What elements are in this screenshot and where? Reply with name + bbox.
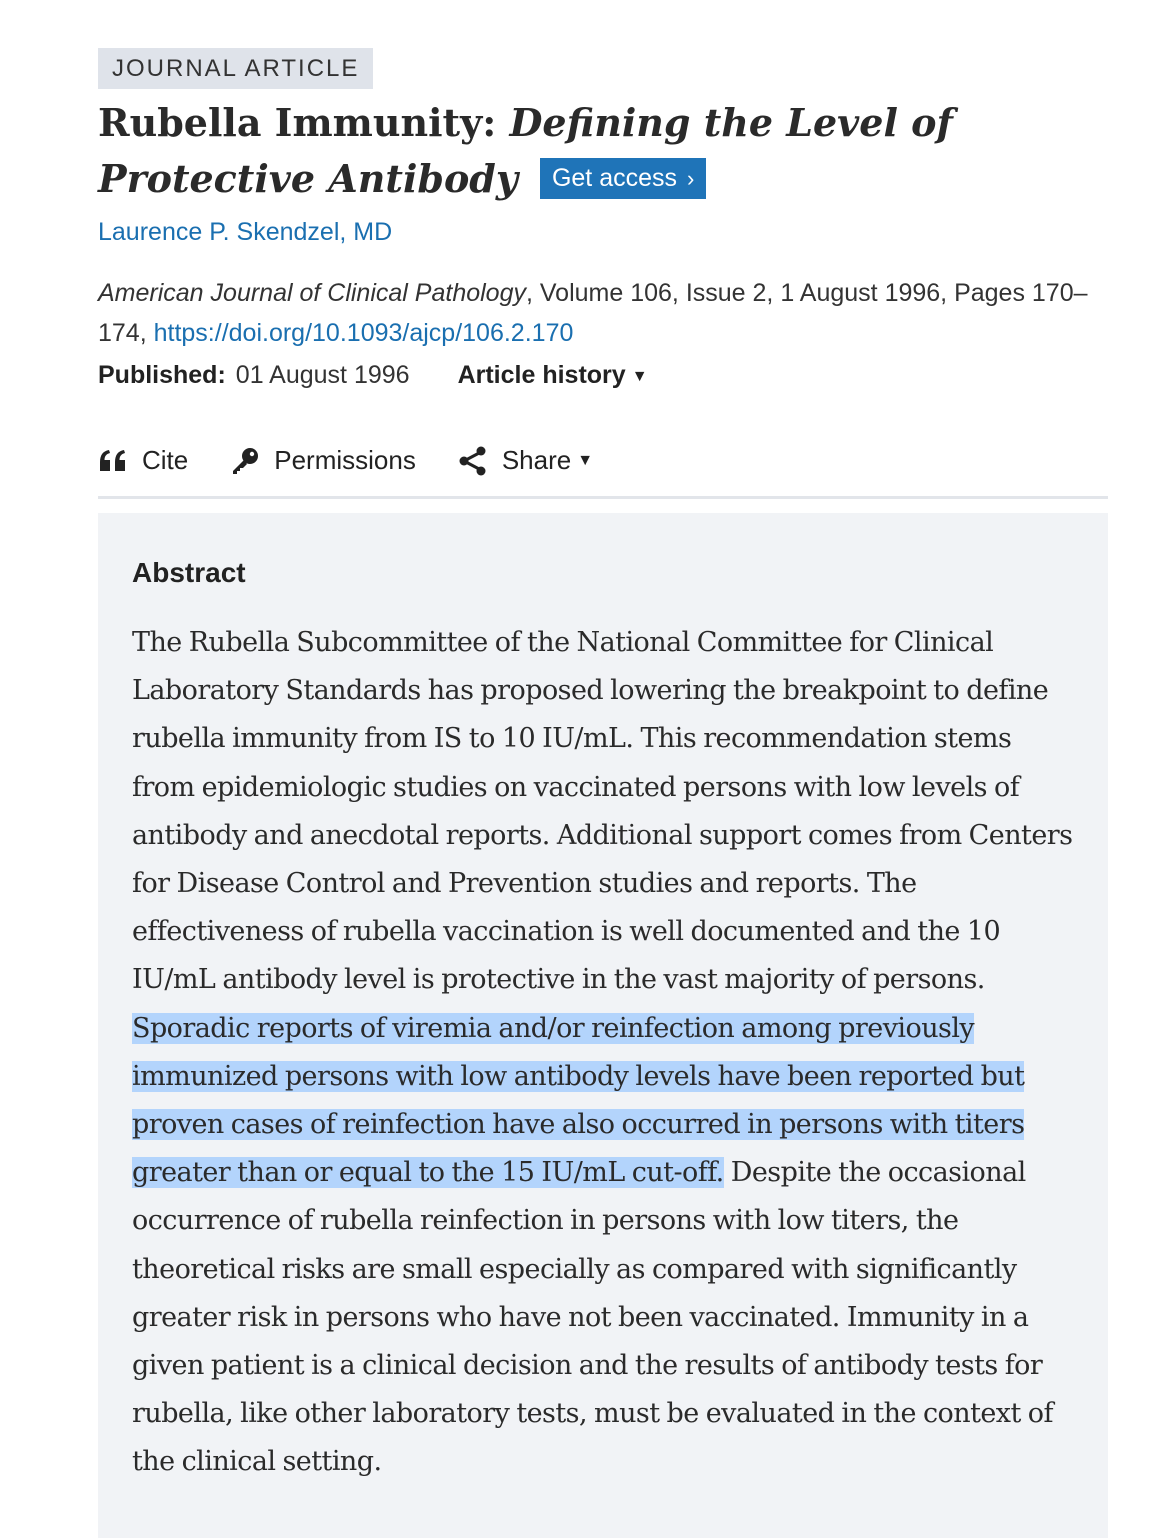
quote-icon [98, 449, 128, 473]
abstract-heading: Abstract [132, 557, 246, 588]
author-link[interactable]: Laurence P. Skendzel, MD [98, 218, 393, 246]
article-header [98, 48, 1108, 1538]
abstract-text[interactable] [132, 619, 1074, 1487]
abstract-text-after: Despite the occasional occurrence of rubella reinfection in persons with low titers, the theoretical risks are small especially as compared with significantly greater risk in persons who have not been vaccinated. Immunity in a given patient is a clinical decision and the results of antibody tests for rubella, like other laboratory tests, must be evaluated in the context of the clinical setting. [132, 1157, 1053, 1478]
published-date: 01 August 1996 [235, 361, 410, 389]
get-access-button[interactable] [540, 158, 706, 199]
cite-button[interactable] [98, 445, 188, 476]
article-title [98, 95, 1058, 207]
article-title-italic: Defining the Level of Protective Antibody [98, 100, 953, 201]
published-label: Published: [98, 361, 226, 389]
get-access-label: Get access [551, 164, 678, 192]
abstract-section [98, 513, 1108, 1538]
caret-down-icon: ▼ [631, 368, 648, 385]
doi-link[interactable]: https://doi.org/10.1093/ajcp/106.2.170 [153, 319, 574, 347]
share-button[interactable] [458, 445, 593, 476]
article-toolbar [98, 439, 1108, 499]
journal-name: American Journal of Clinical Pathology [98, 279, 526, 307]
caret-down-icon: ▼ [577, 451, 594, 469]
permissions-label: Permissions [274, 445, 416, 475]
citation [98, 273, 1108, 353]
citation-details: , Volume 106, Issue 2, 1 August 1996, Pages 170–174, [98, 279, 1088, 347]
key-icon [230, 446, 260, 476]
article-history-label: Article history [457, 361, 626, 389]
permissions-button[interactable] [230, 445, 416, 476]
article-history-dropdown[interactable] [458, 361, 648, 389]
publication-info [98, 355, 1108, 397]
article-type-badge: JOURNAL ARTICLE [98, 48, 373, 89]
chevron-right-icon: › [687, 166, 695, 191]
share-label: Share [501, 445, 572, 475]
abstract-text-selected: Sporadic reports of viremia and/or reinfection among previously immunized persons with low antibody levels have been reported but proven cases of reinfection have also occurred in persons with titers greater than or equal to the 15 IU/mL cut-off. [132, 1012, 1025, 1189]
cite-label: Cite [142, 445, 189, 475]
abstract-text-before: The Rubella Subcommittee of the National Committee for Clinical Laboratory Standards has proposed lowering the breakpoint to define rubella immunity from IS to 10 IU/mL. This recommendation stems from epidemiologic studies on vaccinated persons with low levels of antibody and anecdotal reports. Additional support comes from Centers for Disease Control and Prevention studies and reports. The effectiveness of rubella vaccination is well documented and the 10 IU/mL antibody level is protective in the vast majority of persons. [132, 627, 1073, 996]
article-title-main: Rubella Immunity: [98, 100, 510, 145]
share-icon [458, 446, 488, 476]
